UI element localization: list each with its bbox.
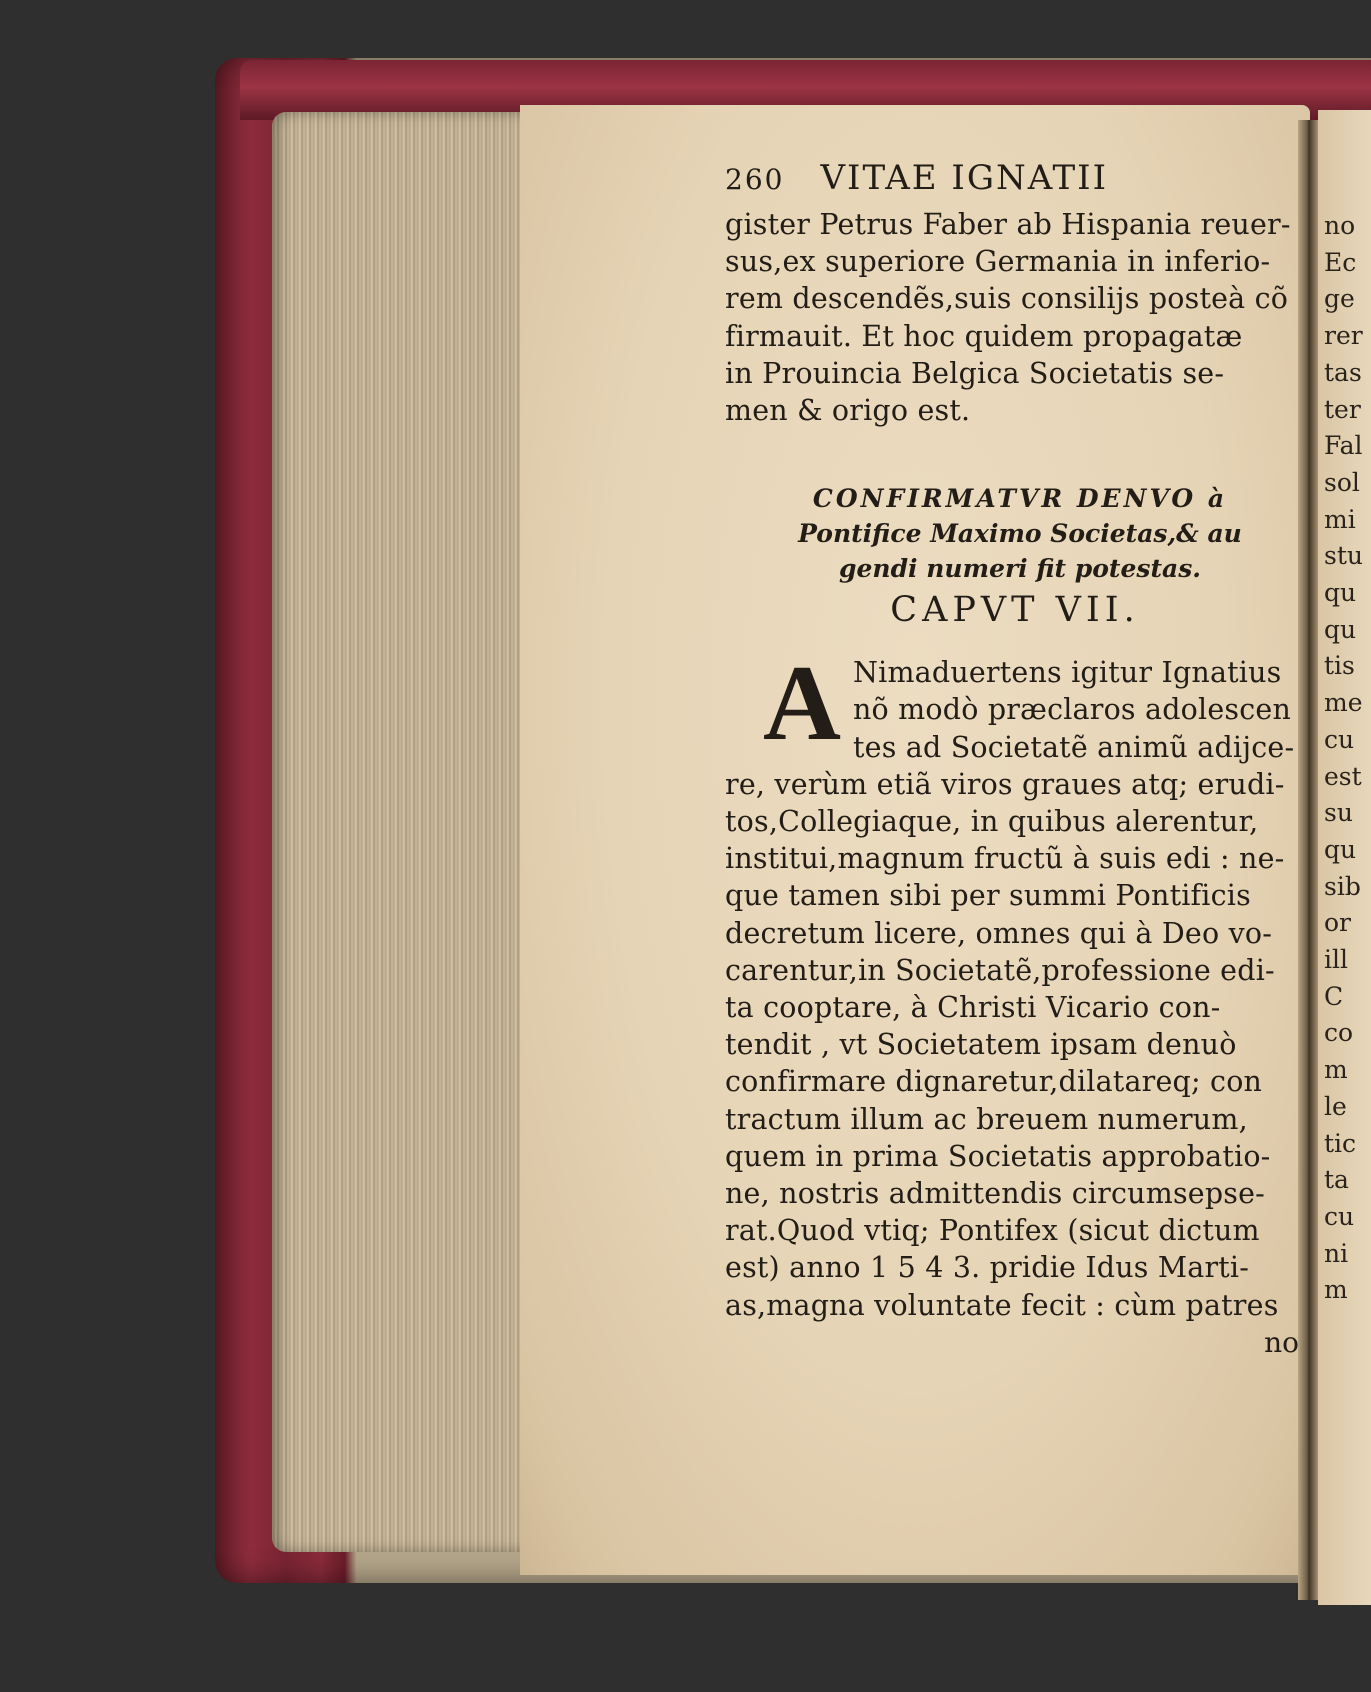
catchword: no: [1264, 1325, 1299, 1359]
text-line: ne, nostris admittendis circumsepse-: [725, 1177, 1266, 1211]
facing-page-fragment: tas: [1324, 357, 1362, 387]
drop-cap: A: [763, 644, 841, 764]
facing-page-fragment: le: [1324, 1091, 1347, 1121]
section-spacer: [725, 429, 1305, 481]
facing-page-fragment: or: [1324, 908, 1352, 938]
facing-page-fragment: qu: [1324, 834, 1357, 864]
text-line: nõ modò præclaros adolescen: [853, 693, 1291, 727]
text-line: sus,ex superiore Germania in inferio-: [725, 245, 1271, 279]
text-line: est) anno 1 5 4 3. pridie Idus Marti-: [725, 1251, 1250, 1285]
facing-page-fragment: ta: [1324, 1165, 1349, 1195]
facing-page-fragment: me: [1324, 688, 1363, 718]
facing-page-fragment: qu: [1324, 614, 1357, 644]
facing-page-fragment: Fal: [1324, 431, 1363, 461]
facing-page-fragment: tic: [1324, 1128, 1357, 1158]
text-line: quem in prima Societatis approbatio-: [725, 1139, 1271, 1173]
facing-page-fragment: sib: [1324, 871, 1361, 901]
running-head: [725, 158, 1305, 206]
facing-page-fragment: ni: [1324, 1238, 1349, 1268]
facing-page-fragment: m: [1324, 1275, 1348, 1305]
facing-page-fragment: no: [1324, 211, 1356, 240]
text-line: tendit , vt Societatem ipsam denuò: [725, 1028, 1237, 1062]
facing-page-fragment: ter: [1324, 394, 1361, 424]
facing-page-fragment: cu: [1324, 1201, 1355, 1231]
running-head-title: VITAE IGNATII: [820, 158, 1109, 198]
facing-page-fragments: [1318, 208, 1363, 1309]
facing-page-edge: [1318, 110, 1371, 1605]
text-line: tes ad Societatẽ animũ adijce-: [853, 730, 1295, 764]
facing-page-fragment: rer: [1324, 321, 1363, 351]
text-line: firmauit. Et hoc quidem propagatæ: [725, 319, 1243, 353]
facing-page-fragment: Ec: [1324, 247, 1357, 277]
facing-page-fragment: est: [1324, 761, 1362, 791]
body-top-paragraph: [725, 206, 1305, 429]
text-line: carentur,in Societatẽ,professione edi-: [725, 953, 1275, 987]
facing-page-fragment: C: [1324, 981, 1344, 1011]
text-line: men & origo est.: [725, 394, 971, 428]
chapter-heading: CAPVT VII.: [890, 590, 1140, 631]
facing-page-fragment: m: [1324, 1055, 1348, 1085]
text-line: rem descendẽs,suis consilijs posteà cõ: [725, 282, 1289, 316]
facing-page-fragment: co: [1324, 1018, 1354, 1048]
facing-page-fragment: qu: [1324, 578, 1357, 608]
text-line: decretum licere, omnes qui à Deo vo-: [725, 916, 1273, 950]
text-line: rat.Quod vtiq; Pontifex (sicut dictum: [725, 1214, 1260, 1248]
page-edges: [272, 112, 532, 1552]
chapter-title: [725, 481, 1305, 586]
facing-page-fragment: su: [1324, 798, 1353, 828]
facing-page-fragment: sol: [1324, 467, 1360, 497]
chapter-title-line: Pontifice Maximo Societas,& au: [798, 519, 1242, 549]
facing-page-fragment: cu: [1324, 724, 1355, 754]
page-number: 260: [725, 163, 785, 196]
page-text: [725, 158, 1305, 1362]
chapter-first-paragraph: [725, 644, 1305, 766]
text-line: Nimaduertens igitur Ignatius: [853, 656, 1282, 690]
text-line: confirmare dignaretur,dilatareq; con: [725, 1065, 1263, 1099]
text-line: ta cooptare, à Christi Vicario con-: [725, 991, 1221, 1025]
text-line: gister Petrus Faber ab Hispania reuer-: [725, 208, 1291, 241]
text-line: in Prouincia Belgica Societatis se-: [725, 356, 1225, 390]
text-line: tractum illum ac breuem numerum,: [725, 1102, 1248, 1136]
text-line: institui,magnum fructũ à suis edi : ne-: [725, 842, 1285, 876]
text-line: as,magna voluntate fecit : cùm patres: [725, 1288, 1279, 1322]
chapter-title-line: CONFIRMATVR DENVO à: [812, 484, 1228, 514]
text-line: tos,Collegiaque, in quibus alerentur,: [725, 805, 1259, 839]
facing-page-fragment: ge: [1324, 284, 1355, 314]
facing-page-fragment: mi: [1324, 504, 1356, 534]
chapter-title-line: gendi numeri fit potestas.: [839, 554, 1201, 584]
facing-page-fragment: ill: [1324, 945, 1348, 975]
text-line: re, verùm etiã viros graues atq; erudi-: [725, 767, 1285, 801]
body-main-paragraph: [725, 766, 1305, 1324]
facing-page-fragment: tis: [1324, 651, 1355, 681]
facing-page-fragment: stu: [1324, 541, 1363, 571]
text-line: que tamen sibi per summi Pontificis: [725, 879, 1251, 913]
